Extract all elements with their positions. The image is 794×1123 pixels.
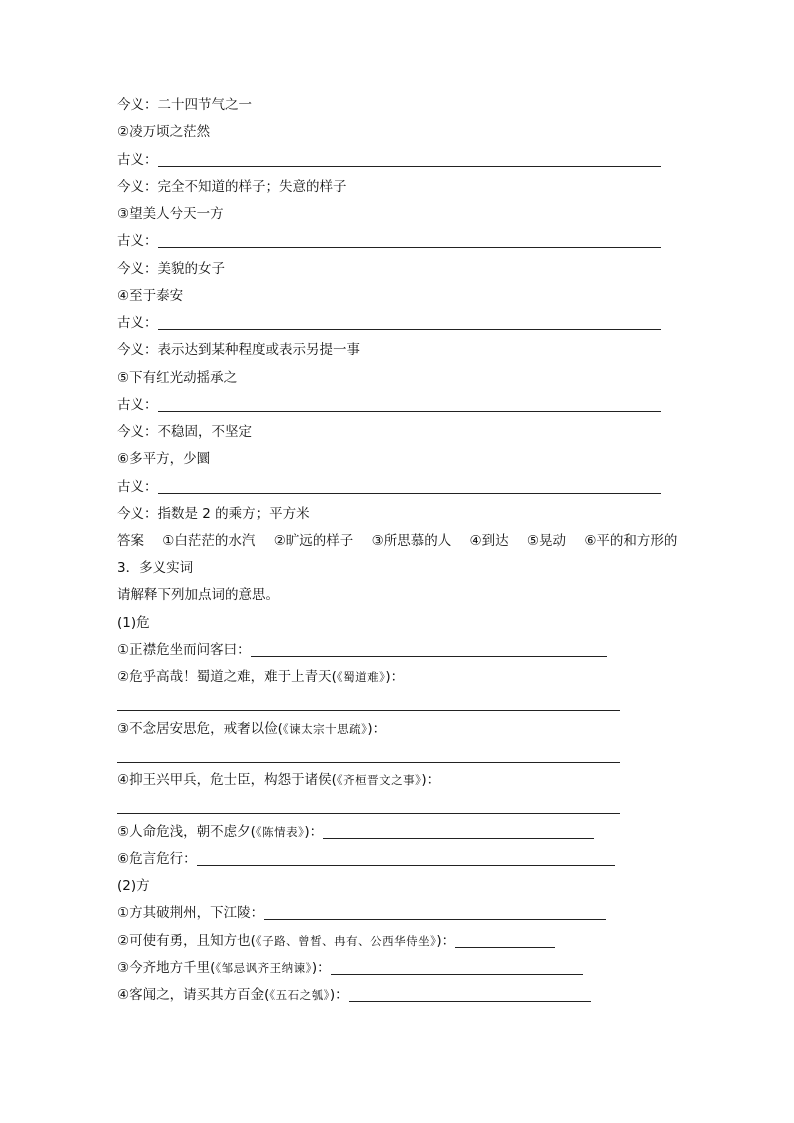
answer-item: ⑥平的和方形的 [584, 533, 678, 549]
text-line: ②凌万顷之茫然 [117, 124, 211, 140]
answer-blank[interactable] [117, 762, 620, 763]
text-line: 今义：二十四节气之一 [117, 97, 252, 113]
label: 古义： [117, 315, 158, 331]
question: ⑥危言危行： [117, 849, 714, 869]
answer-blank[interactable] [323, 824, 594, 839]
question: ④客闻之，请买其方百金(《五石之瓠》)： [117, 985, 714, 1005]
fill-line [117, 477, 714, 497]
text-line: 今义：表示达到某种程度或表示另提一事 [117, 342, 360, 358]
text-line: ⑤下有红光动摇承之 [117, 370, 238, 386]
answer-label: 答案 [117, 533, 144, 549]
label: 古义： [117, 233, 158, 249]
fill-line [117, 231, 714, 251]
text-line: ④至于泰安 [117, 288, 184, 304]
answer-item: ⑤晃动 [526, 533, 567, 549]
answer-item: ④到达 [469, 533, 509, 549]
answer-blank[interactable] [117, 813, 620, 814]
answer-blank[interactable] [251, 642, 607, 657]
section-heading: 3．多义实词 [117, 560, 194, 576]
question: ③今齐地方千里(《邹忌讽齐王纳谏》)： [117, 958, 714, 978]
answer-blank[interactable] [158, 233, 661, 248]
answer-blank[interactable] [117, 710, 620, 711]
text-line: 今义：指数是 2 的乘方；平方米 [117, 506, 310, 522]
question: ④抑王兴甲兵，危士臣，构怨于诸侯(《齐桓晋文之事》)： [117, 772, 441, 788]
question: ①正襟危坐而问客曰： [117, 640, 714, 660]
answer-blank[interactable] [158, 152, 661, 167]
label: 古义： [117, 479, 158, 495]
fill-line [117, 150, 714, 170]
text-line: 今义：完全不知道的样子；失意的样子 [117, 179, 347, 195]
question: ②危乎高哉！蜀道之难，难于上青天(《蜀道难》)： [117, 669, 405, 685]
answer-item: ③所思慕的人 [371, 533, 452, 549]
answer-item: ①白茫茫的水汽 [162, 533, 256, 549]
source-title: 《五石之瓠》 [269, 988, 330, 1002]
group-title: (2)方 [117, 878, 150, 894]
text-line: 今义：美貌的女子 [117, 261, 225, 277]
answer-blank[interactable] [197, 851, 615, 866]
answer-blank[interactable] [158, 315, 661, 330]
source-title: 《子路、曾皙、冉有、公西华侍坐》 [255, 934, 437, 948]
question: ②可使有勇，且知方也(《子路、曾皙、冉有、公西华侍坐》)： [117, 931, 714, 951]
group-title: (1)危 [117, 615, 150, 631]
answer-blank[interactable] [264, 905, 606, 920]
question: ⑤人命危浅，朝不虑夕(《陈情表》)： [117, 822, 714, 842]
answer-blank[interactable] [349, 987, 591, 1002]
question: ①方其破荆州，下江陵： [117, 903, 714, 923]
fill-line [117, 395, 714, 415]
source-title: 《齐桓晋文之事》 [336, 773, 422, 787]
source-title: 《谏太宗十思疏》 [282, 722, 368, 736]
label: 古义： [117, 397, 158, 413]
source-title: 《蜀道难》 [336, 670, 386, 684]
source-title: 《邹忌讽齐王纳谏》 [215, 961, 312, 975]
question: ③不念居安思危，戒奢以俭(《谏太宗十思疏》)： [117, 721, 387, 737]
text-line: ⑥多平方，少圜 [117, 451, 211, 467]
fill-line [117, 313, 714, 333]
text-line: 今义：不稳固，不坚定 [117, 424, 252, 440]
answer-line [117, 531, 714, 551]
answer-blank[interactable] [158, 397, 661, 412]
answer-blank[interactable] [455, 933, 555, 948]
answer-blank[interactable] [331, 960, 583, 975]
label: 古义： [117, 152, 158, 168]
answer-blank[interactable] [158, 479, 661, 494]
answer-item: ②旷远的样子 [273, 533, 354, 549]
source-title: 《陈情表》 [255, 825, 305, 839]
text-line: ③望美人兮天一方 [117, 206, 224, 222]
instruction: 请解释下列加点词的意思。 [117, 587, 279, 603]
